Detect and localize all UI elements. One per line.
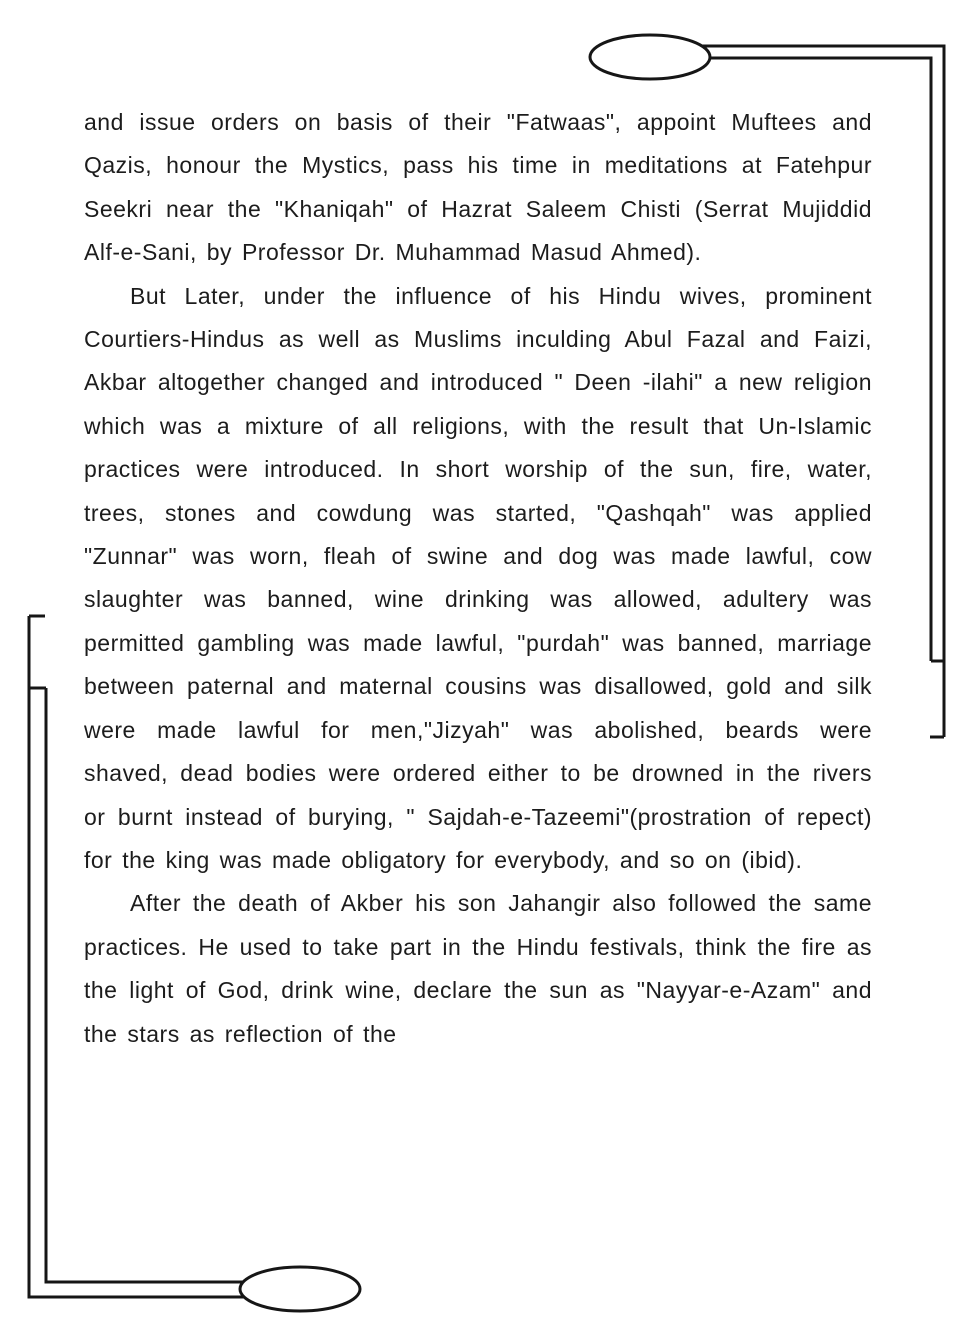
bottom-left-ellipse-medallion — [240, 1267, 360, 1311]
paragraph: After the death of Akber his son Jahangir also followed the same practices. He used to take part in the Hindu festivals, think the fire as the light of God, drink wine, declare the sun as "Nayyar-e-Azam" and the stars as reflection of the — [84, 890, 872, 1047]
top-right-ellipse-medallion — [590, 35, 710, 79]
paragraph-continuation: and issue orders on basis of their "Fatwaas", appoint Muftees and Qazis, honour the Mystics, pass his time in meditations at Fatehpur Seekri near the "Khaniqah" of Hazrat Saleem Chisti (Serrat Mujiddid Alf-e-Sani, by Professor Dr. Muhammad Masud Ahmed). — [84, 109, 872, 266]
paragraph: But Later, under the influence of his Hindu wives, prominent Courtiers-Hindus as well as Muslims inculding Abul Fazal and Faizi, Akbar altogether changed and introduced " Deen -ilahi" a new religion which was a mixture of all religions, with the result that Un-Islamic practices were introduced. In short worship of the sun, fire, water, trees, stones and cowdung was started, "Qashqah" was applied "Zunnar" was worn, fleah of swine and dog was made lawful, cow slaughter was banned, wine drinking was allowed, adultery was permitted gambling was made lawful, "purdah" was banned, marriage between paternal and maternal cousins was disallowed, gold and silk were made lawful for men,"Jizyah" was abolished, beards were shaved, dead bodies were ordered either to be drowned in the rivers or burnt instead of burying, " Sajdah-e-Tazeemi"(prostration of repect) for the king was made obligatory for everybody, and so on (ibid). — [84, 282, 872, 873]
page-text — [84, 101, 872, 1056]
